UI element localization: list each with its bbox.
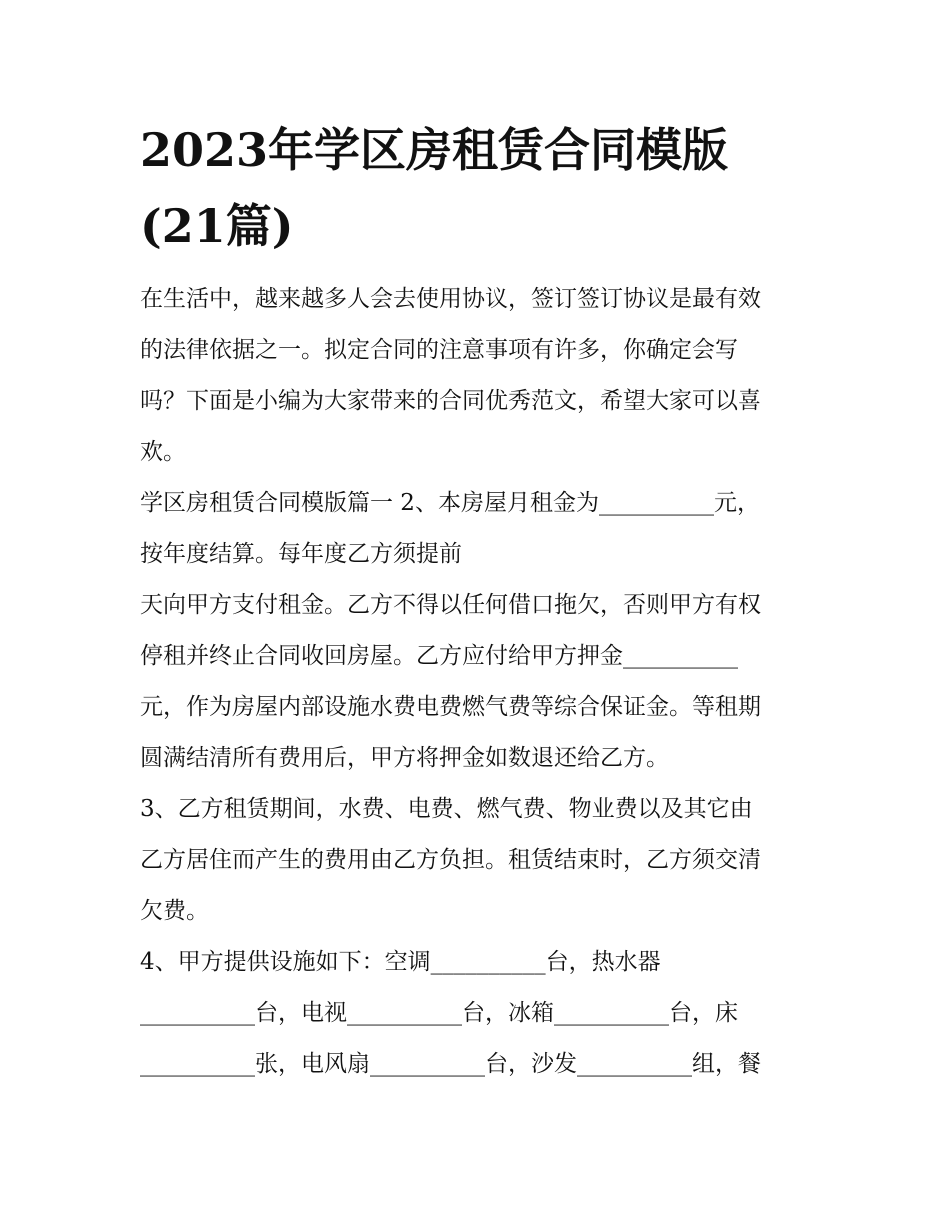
body-line: 圆满结清所有费用后，甲方将押金如数退还给乙方。 [140,745,669,771]
body-line: 欠费。 [140,898,209,924]
body-line: __________张，电风扇__________台，沙发__________组，餐 [140,1051,761,1077]
document-title [140,112,820,264]
body-line: 欢。 [140,439,186,465]
body-line: 3、乙方租赁期间，水费、电费、燃气费、物业费以及其它由 [140,796,753,822]
body-line: 吗？下面是小编为大家带来的合同优秀范文，希望大家可以喜 [140,388,761,414]
body-line: 元，作为房屋内部设施水费电费燃气费等综合保证金。等租期 [140,694,761,720]
body-line: 在生活中，越来越多人会去使用协议，签订签订协议是最有效 [140,286,761,312]
title-line-2: (21篇) [140,199,294,253]
body-line: 乙方居住而产生的费用由乙方负担。租赁结束时，乙方须交清 [140,847,761,873]
body-line: __________台，电视__________台，冰箱__________台，床 [140,1000,738,1026]
document-body [140,274,820,1090]
title-line-1: 2023年学区房租赁合同模版 [140,123,729,177]
body-line: 的法律依据之一。拟定合同的注意事项有许多，你确定会写 [140,337,738,363]
body-line: 按年度结算。每年度乙方须提前 [140,541,462,567]
body-line: 学区房租赁合同模版篇一 2、本房屋月租金为__________元， [140,490,760,516]
body-line: 4、甲方提供设施如下：空调__________台，热水器 [140,949,661,975]
body-line: 停租并终止合同收回房屋。乙方应付给甲方押金__________ [140,643,738,669]
document-page [140,112,820,1090]
body-line: 天向甲方支付租金。乙方不得以任何借口拖欠，否则甲方有权 [140,592,761,618]
